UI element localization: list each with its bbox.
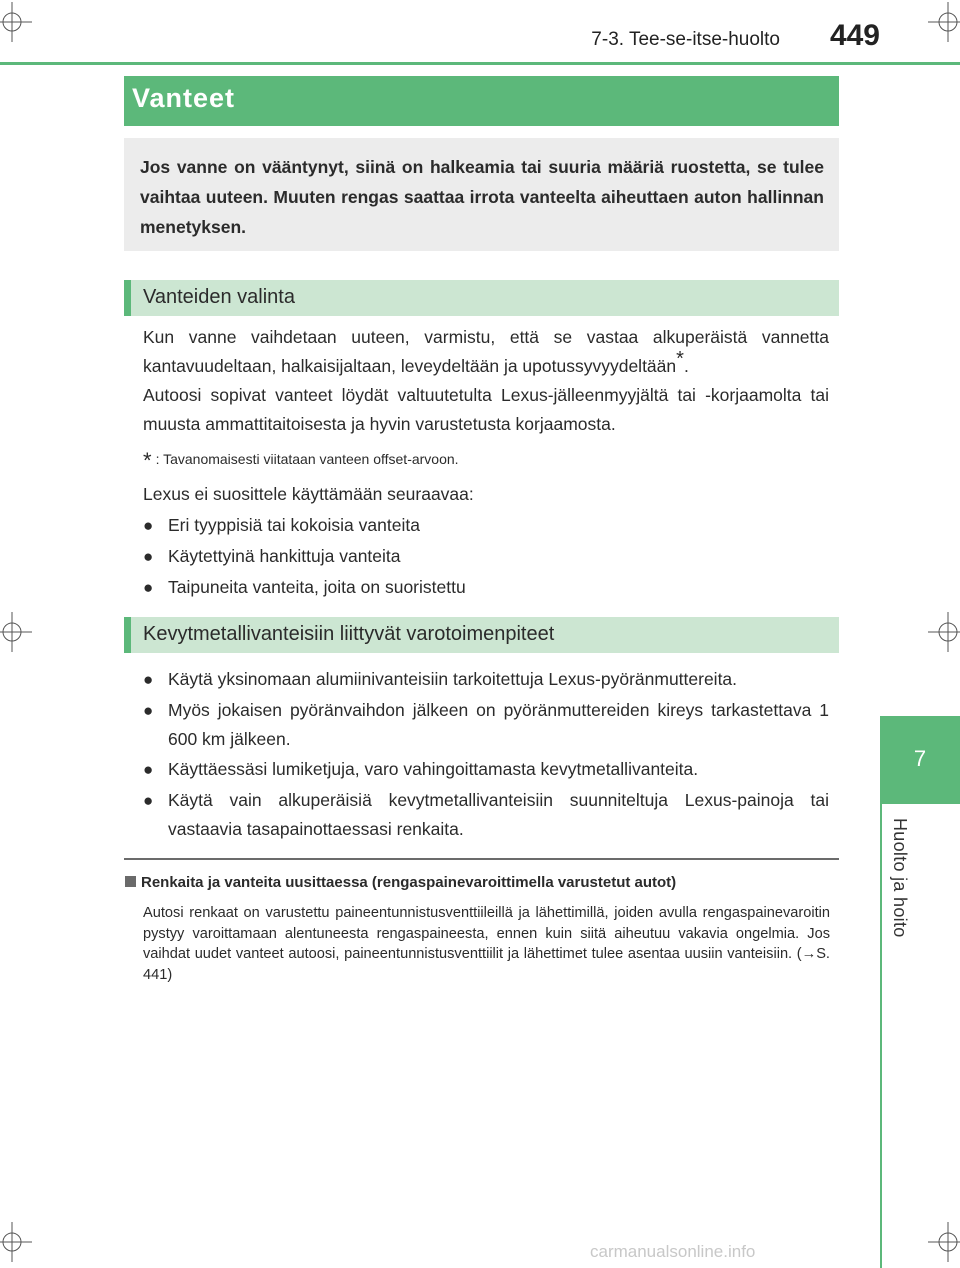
page-number: 449 — [829, 19, 880, 52]
list-item — [143, 786, 829, 844]
running-header-section: 7-3. Tee-se-itse-huolto — [591, 29, 780, 50]
list-item — [143, 755, 829, 784]
list-item — [143, 542, 829, 571]
section-header-accent — [124, 280, 131, 316]
page-title: Vanteet — [132, 83, 236, 113]
paragraph: Autoosi sopivat vanteet löydät valtuutetulta Lexus-jälleenmyyjältä tai -korjaamolta tai muusta ammattitaitoisesta ja hyvin varustetusta korjaamosta. — [143, 385, 829, 434]
list-item-text: Taipuneita vanteita, joita on suoristettu — [168, 577, 466, 597]
square-bullet-icon — [125, 876, 136, 887]
footnote-text: : Tavanomaisesti viitataan vanteen offset-arvoon. — [155, 451, 459, 467]
list-item — [143, 573, 829, 602]
list-item-text: Käyttäessäsi lumiketjuja, varo vahingoittamasta kevytmetallivanteita. — [168, 759, 699, 779]
intro-text: Jos vanne on vääntynyt, siinä on halkeamia tai suuria määriä ruostetta, se tulee vaihtaa uuteen. Muuten rengas saattaa irrota vanteelta aiheuttaen auton hallinnan menetyksen. — [140, 157, 824, 237]
paragraph-end: . — [683, 356, 689, 376]
chapter-number: 7 — [913, 746, 927, 771]
page-reference-link[interactable]: S. 441 — [143, 946, 830, 983]
list-item-text: Myös jokaisen pyöränvaihdon jälkeen on pyöränmuttereiden kireys tarkastettava 1 600 km jälkeen. — [168, 700, 829, 749]
watermark: carmanualsonline.info — [590, 1242, 756, 1261]
footnote — [143, 448, 459, 474]
note-body — [143, 903, 830, 985]
chapter-title: Huolto ja hoito — [890, 818, 910, 938]
list-item-text: Käytä yksinomaan alumiinivanteisiin tarkoitettuja Lexus-pyöränmuttereita. — [168, 669, 738, 689]
crop-mark-mid-left — [0, 612, 32, 652]
bullet-icon: ● — [143, 578, 154, 597]
note-body-close: ) — [167, 966, 173, 983]
crop-mark-top-right — [928, 2, 960, 42]
bullet-icon: ● — [143, 701, 154, 720]
paragraph — [143, 323, 829, 381]
note-separator — [124, 858, 839, 860]
section-heading: Vanteiden valinta — [143, 286, 295, 308]
list-item — [143, 511, 829, 540]
footnote-reference: * — [676, 348, 684, 371]
bullet-icon: ● — [143, 547, 154, 566]
arrow-icon: → — [801, 946, 817, 962]
list-item-text: Käytettyinä hankittuja vanteita — [168, 546, 401, 566]
paragraph-text: Kun vanne vaihdetaan uuteen, varmistu, että se vastaa alkuperäistä vannetta kantavuudeltaan, halkaisijaltaan, leveydeltään ja upotussyvyydeltään — [143, 327, 829, 376]
section-heading: Kevytmetallivanteisiin liittyvät varotoimenpiteet — [143, 623, 555, 645]
list-item-text: Eri tyyppisiä tai kokoisia vanteita — [168, 515, 420, 535]
section-header-accent — [124, 617, 131, 653]
bullet-icon: ● — [143, 516, 154, 535]
note-heading-text: Renkaita ja vanteita uusittaessa (rengaspainevaroittimella varustetut autot) — [141, 874, 677, 891]
note-heading — [125, 874, 676, 891]
header-rule — [0, 62, 960, 65]
footnote-mark: * — [143, 448, 152, 473]
bullet-icon: ● — [143, 760, 154, 779]
bullet-icon: ● — [143, 791, 154, 810]
crop-mark-bottom-right — [928, 1222, 960, 1262]
crop-mark-top-left — [0, 2, 32, 42]
list-item — [143, 696, 829, 754]
note-body-text: Autosi renkaat on varustettu paineentunnistusventtiileillä ja lähettimillä, joiden avulla rengaspainevaroitin pystyy varoittamaan alentuneesta rengaspaineesta, ennen kuin siitä aiheutuu vakavia ongelmia. Jos vaihdat uudet vanteet autoosi, paineentunnistusventtiilit ja lähettimet tulee asentaa uusiin vanteisiin. ( — [143, 905, 830, 962]
chapter-tab-rule — [880, 804, 882, 1268]
crop-mark-mid-right — [928, 612, 960, 652]
list-item-text: Käytä vain alkuperäisiä kevytmetallivanteisiin suunniteltuja Lexus-painoja tai vastaavia tasapainottaessasi renkaita. — [168, 790, 829, 839]
list-lead: Lexus ei suosittele käyttämään seuraavaa: — [143, 484, 474, 504]
list-item — [143, 665, 829, 694]
crop-mark-bottom-left — [0, 1222, 32, 1262]
bullet-icon: ● — [143, 670, 154, 689]
